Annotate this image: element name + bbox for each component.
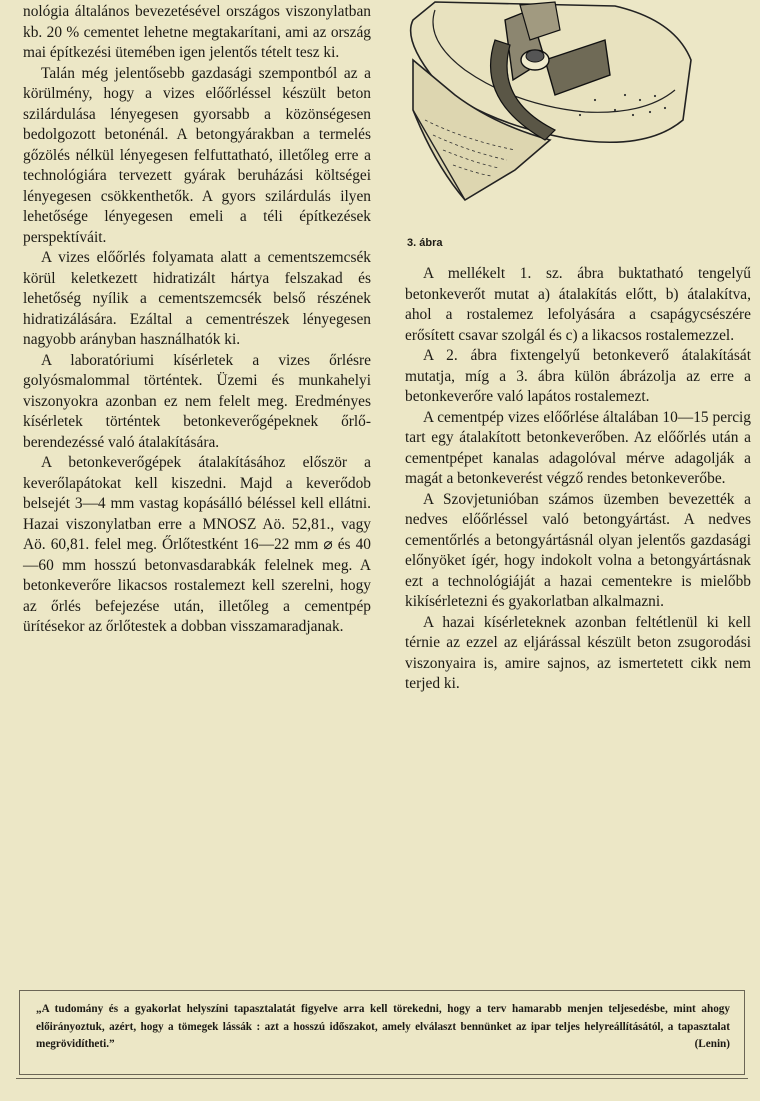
paragraph: A betonkeverőgépek átalakításához először a keverőlapátokat kell kiszedni. Majd a keverődob belsejét 3—4 mm vastag kopásálló béléssel kell ellátni. Hazai viszonylatban erre a MNOSZ Aö. 52,81., vagy Aö. 60,81. felel meg. Őrlőtestként 16—22 mm ⌀ és 40—60 mm hosszú betonvasdarabkák felelnek meg. A betonkeverőre likacsos rostalemezt kell szerelni, hogy az őrlés befejezése után, illetőleg a cementpép ürítésekor az őrlőtestek a dobban visszamaradjanak. — [23, 454, 371, 635]
left-text-column — [23, 2, 371, 638]
quote-text: „A tudomány és a gyakorlat helyszíni tapasztalatát figyelve arra kell törekedni, hogy a terv hamarabb menjen teljesedésbe, mint ahogy előirányoztuk, azért, hogy a tömegek lássák : azt a hosszú időszakot, amely elválaszt bennünket az ipar teljes helyreállításától, a tapasztalat megrövidítheti.” — [36, 1003, 730, 1050]
quote — [36, 1001, 730, 1054]
paragraph: A vizes előőrlés folyamata alatt a cementszemcsék körül keletkezett hidratizált hártya felszakad és lehetőség nyílik a cementszemcsék belső részének hidratizálására. Ezáltal a cementrészek lényegesen nagyobb arányban használhatók ki. — [23, 249, 371, 348]
quote-author: (Lenin) — [694, 1038, 730, 1050]
paragraph: A mellékelt 1. sz. ábra buktatható tengelyű betonkeverőt mutat a) átalakítás előtt, b) átalakítva, ahol a rostalemez lefolyására a csapágycsészére erősített csavar szolgál és c) a likacsos rostalemezzel. — [405, 265, 751, 344]
paragraph: A Szovjetunióban számos üzemben bevezették a nedves előőrléssel való betongyártást. A nedves cementőrlés a betongyártásnál olyan jelentős gazdasági előnyöket ígér, hogy indokolt volna a betongyártásnak ezt a technológiáját a hazai cementekre is mielőbb kikísérletezni és gyakorlatban alkalmazni. — [405, 490, 751, 610]
quote-box — [19, 990, 745, 1075]
right-text-column — [405, 264, 751, 695]
paragraph: Talán még jelentősebb gazdasági szempontból az a körülmény, hogy a vizes előőrléssel készült beton szilárdulása lényegesen gyorsabb a közönségesen bedolgozott betonénál. A betongyárakban a termelés gőzölés nélkül lényegesen felfuttatható, illetőleg erre a technológiára tervezett gyárak beruházási költségei lényegesen csökkenthetők. A gyors szilárdulás ilyen lehetősége lényegesen emeli a téli építkezések perspektíváit. — [23, 64, 371, 246]
mixer-sieve-plate-illustration — [395, 0, 695, 214]
figure-caption: 3. ábra — [407, 237, 443, 249]
paragraph: nológia általános bevezetésével országos viszonylatban kb. 20 % cementet lehetne megtakarítani, ami az ország mai építkezési ütemében igen jelentős tételt tesz ki. — [23, 3, 371, 61]
paragraph: A cementpép vizes előőrlése általában 10—15 percig tart egy átalakított betonkeverőben. Az előőrlés után a cementpépet kanalas adagolóval mérve adagolják a magát a betonkeverést végző rendes betonkeverőbe. — [405, 408, 751, 487]
paragraph: A 2. ábra fixtengelyű betonkeverő átalakítását mutatja, míg a 3. ábra külön ábrázolja az erre a betonkeverőre való lapátos rostalemezt. — [405, 347, 751, 405]
paragraph: A hazai kísérleteknek azonban feltétlenül ki kell térnie az ezzel az eljárással készült beton zsugorodási viszonyaira is, amire sajnos, az ismertetett cikk nem terjed ki. — [405, 613, 751, 692]
paragraph: A laboratóriumi kísérletek a vizes őrlésre golyósmalommal történtek. Üzemi és munkahelyi viszonyokra azonban ez nem felelt meg. Eredményes kísérletek történtek betonkeverőgépeknek őrlő-berendezéssé való átalakítására. — [23, 351, 371, 451]
